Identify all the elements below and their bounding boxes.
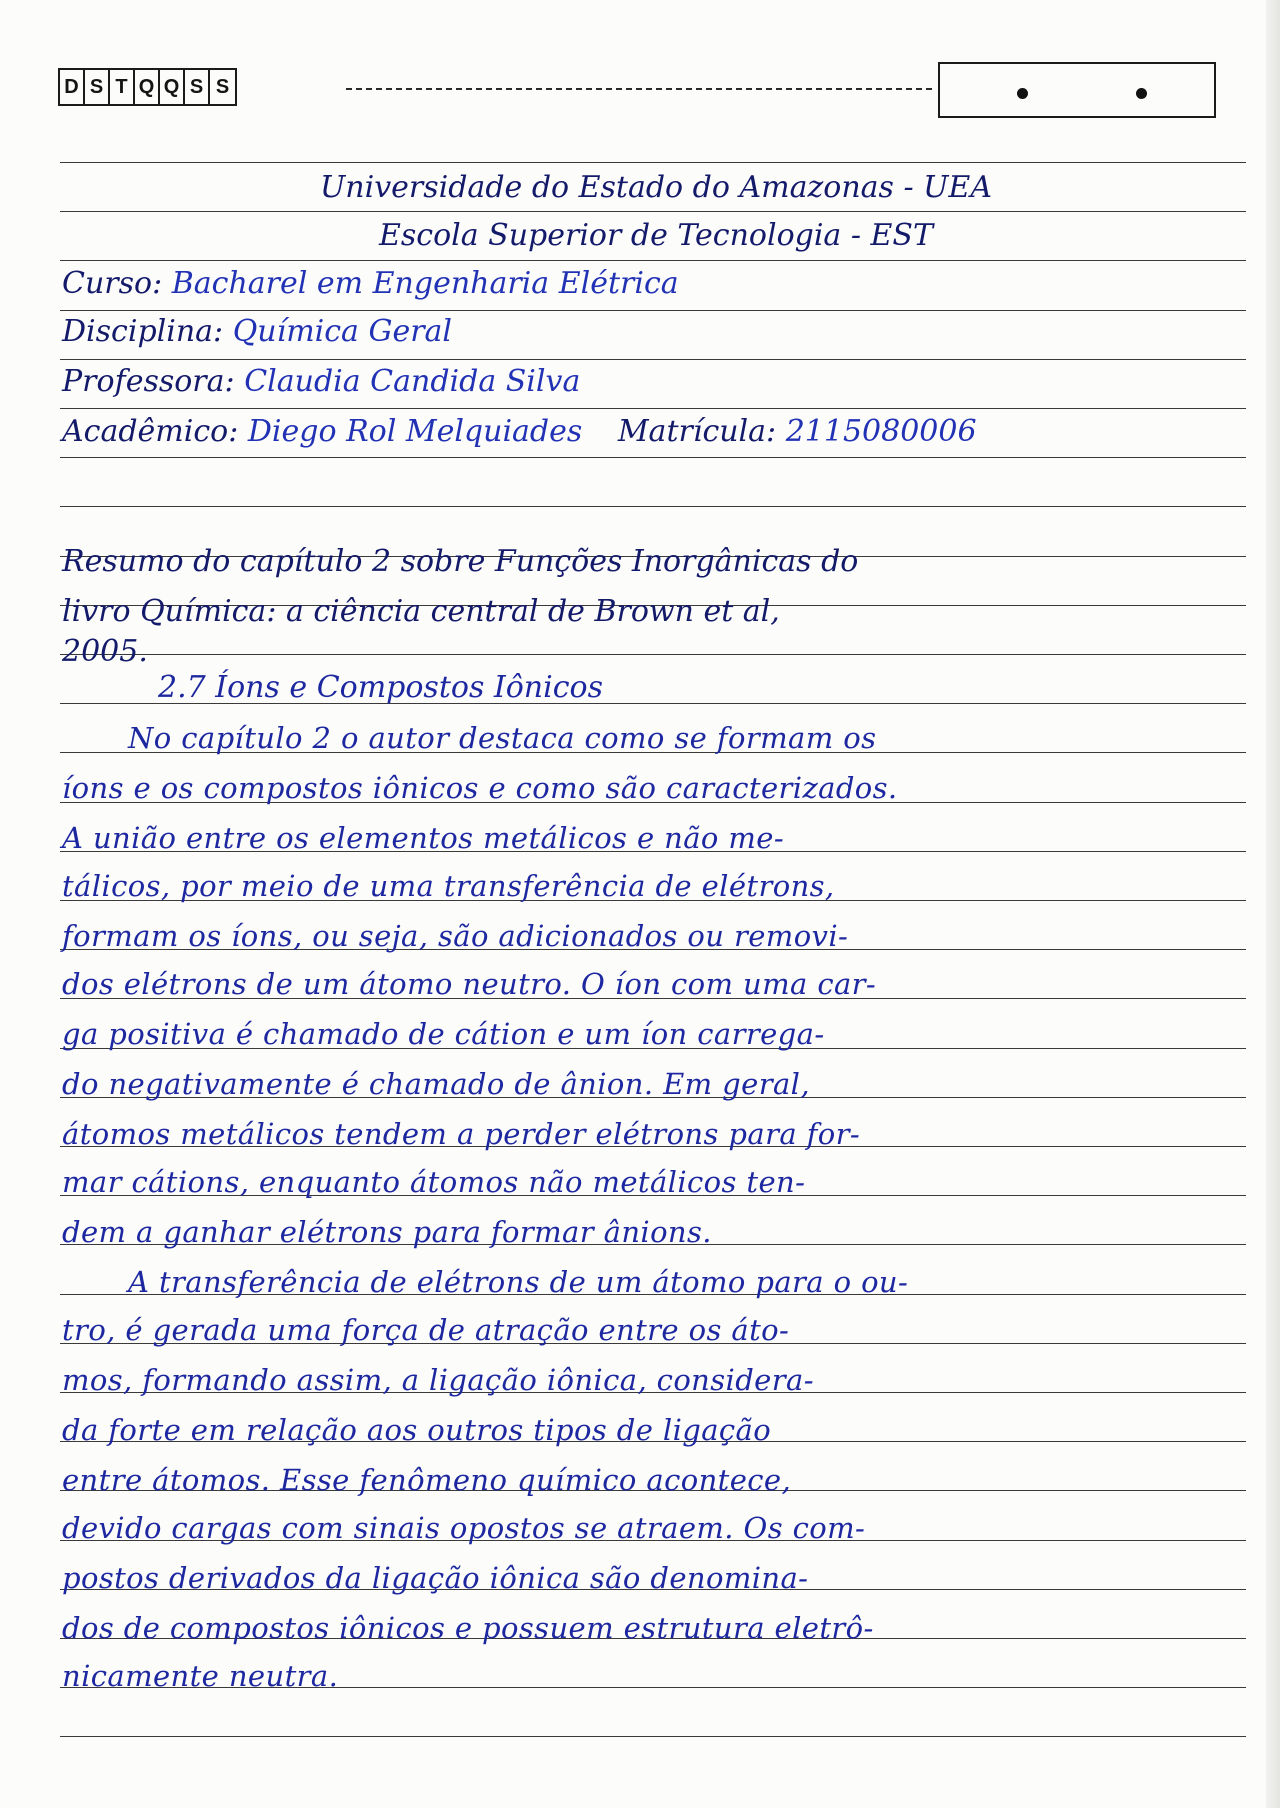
course-line xyxy=(62,264,1250,304)
body-line: mos, formando assim, a ligação iônica, considera- xyxy=(62,1363,814,1397)
body-line: ga positiva é chamado de cátion e um íon carrega- xyxy=(62,1017,825,1051)
section-heading: 2.7 Íons e Compostos Iônicos xyxy=(158,670,603,705)
registration-label: Matrícula: xyxy=(617,414,777,449)
weekday-box: S xyxy=(185,70,210,104)
body-line: mar cátions, enquanto átomos não metálicos ten- xyxy=(62,1165,806,1199)
professor-label: Professora: xyxy=(62,364,235,399)
weekday-box: D xyxy=(60,70,85,104)
summary-title-line-2: livro Química: a ciência central de Brown et al, xyxy=(62,594,780,629)
weekday-box: S xyxy=(85,70,110,104)
body-line: íons e os compostos iônicos e como são caracterizados. xyxy=(62,771,898,805)
student-line xyxy=(62,412,1250,452)
body-line: formam os íons, ou seja, são adicionados ou removi- xyxy=(62,919,849,953)
discipline-line xyxy=(62,312,1250,352)
school-line: Escola Superior de Tecnologia - EST xyxy=(378,218,933,253)
body-line: da forte em relação aos outros tipos de ligação xyxy=(62,1413,772,1447)
body-line: No capítulo 2 o autor destaca como se formam os xyxy=(128,721,877,755)
discipline-label: Disciplina: xyxy=(62,314,224,349)
body-line: tro, é gerada uma força de atração entre os áto- xyxy=(62,1313,790,1347)
course-value: Bacharel em Engenharia Elétrica xyxy=(171,266,679,301)
body-line: entre átomos. Esse fenômeno químico acontece, xyxy=(62,1463,792,1497)
weekday-box: S xyxy=(215,75,230,98)
registration-value: 2115080006 xyxy=(785,414,977,449)
body-line: postos derivados da ligação iônica são denomina- xyxy=(62,1561,809,1595)
body-line: nicamente neutra. xyxy=(62,1659,339,1693)
weekday-box: Q xyxy=(135,70,160,104)
professor-line xyxy=(62,362,1250,402)
student-value: Diego Rol Melquiades xyxy=(247,414,583,449)
body-line: dos elétrons de um átomo neutro. O íon com uma car- xyxy=(62,967,877,1001)
body-line: tálicos, por meio de uma transferência de elétrons, xyxy=(62,869,835,903)
body-line: dos de compostos iônicos e possuem estrutura eletrô- xyxy=(62,1611,874,1645)
professor-value: Claudia Candida Silva xyxy=(244,364,581,399)
body-line: dem a ganhar elétrons para formar ânions. xyxy=(62,1215,712,1249)
body-line: A transferência de elétrons de um átomo para o ou- xyxy=(128,1265,909,1299)
course-label: Curso: xyxy=(62,266,163,301)
body-line: do negativamente é chamado de ânion. Em geral, xyxy=(62,1067,810,1101)
body-line: átomos metálicos tendem a perder elétrons para for- xyxy=(62,1117,861,1151)
weekday-box: Q xyxy=(160,70,185,104)
student-label: Acadêmico: xyxy=(62,414,239,449)
university-line: Universidade do Estado do Amazonas - UEA xyxy=(320,170,992,205)
body-line: A união entre os elementos metálicos e não me- xyxy=(62,821,785,855)
discipline-value: Química Geral xyxy=(232,314,453,349)
summary-title-line-1: Resumo do capítulo 2 sobre Funções Inorgânicas do xyxy=(62,544,859,579)
body-line: devido cargas com sinais opostos se atraem. Os com- xyxy=(62,1511,866,1545)
weekday-box: T xyxy=(110,70,135,104)
summary-title-line-3: 2005. xyxy=(62,634,148,669)
